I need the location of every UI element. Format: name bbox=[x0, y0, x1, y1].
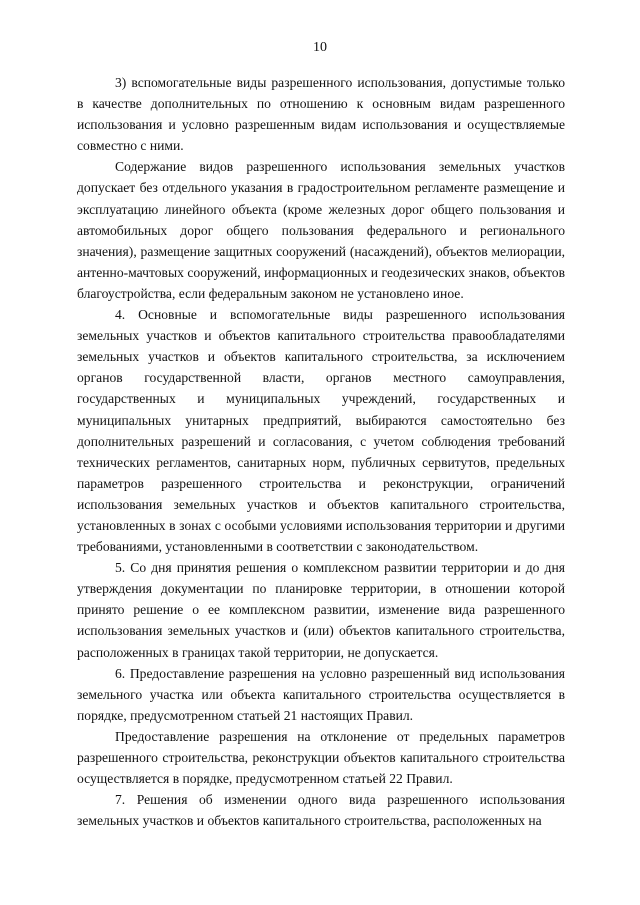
paragraph-item-5: 5. Со дня принятия решения о комплексном развитии территории и до дня утверждения документации по планировке территории, в отношении которой принято решение о ее комплексном развитии, изменение вида разрешенного использования земельных участков и (или) объектов капитального строительства, расположенных в границах такой территории, не допускается. bbox=[77, 560, 565, 660]
paragraph-item-6: 6. Предоставление разрешения на условно разрешенный вид использования земельного участка или объекта капитального строительства осуществляется в порядке, предусмотренном статьей 21 настоящих Правил. bbox=[77, 665, 565, 723]
paragraph-deviation-permit: Предоставление разрешения на отклонение от предельных параметров разрешенного строительства, реконструкции объектов капитального строительства осуществляется в порядке, предусмотренном статьей 22 Правил. bbox=[77, 728, 565, 787]
page-number: 10 bbox=[313, 40, 327, 55]
paragraph-item-4: 4. Основные и вспомогательные виды разрешенного использования земельных участков и объектов капитального строительства правообладателями земельных участков и объектов капитального строительства, за исключением органов государственной власти, органов местного самоуправления, государственных и муниципальных учреждений, государственных и муниципальных унитарных предприятий, выбираются самостоятельно без дополнительных разрешений и согласования, с учетом соблюдения требований технических регламентов, санитарных норм, публичных сервитутов, предельных параметров разрешенного строительства и реконструкции, ограничений использования земельных участков и объектов капитального строительства, установленных в зонах с особыми условиями использования территории и другими требованиями, установленными в соответствии с законодательством. bbox=[77, 307, 565, 555]
paragraph-permitted-use-content: Содержание видов разрешенного использования земельных участков допускает без отдельного указания в градостроительном регламенте размещение и эксплуатацию линейного объекта (кроме железных дорог общего пользования и автомобильных дорог общего пользования федерального и регионального значения), размещение защитных сооружений (насаждений), объектов мелиорации, антенно-мачтовых сооружений, информационных и геодезических знаков, объектов благоустройства, если федеральным законом не установлено иное. bbox=[77, 159, 565, 301]
paragraph-item-7: 7. Решения об изменении одного вида разрешенного использования земельных участков и объектов капитального строительства, расположенных на bbox=[77, 792, 565, 829]
paragraph-auxiliary-uses: 3) вспомогательные виды разрешенного использования, допустимые только в качестве дополнительных по отношению к основным видам разрешенного использования и условно разрешенным видам использования и осуществляемые совместно с ними. bbox=[77, 75, 565, 154]
document-body bbox=[77, 72, 565, 831]
